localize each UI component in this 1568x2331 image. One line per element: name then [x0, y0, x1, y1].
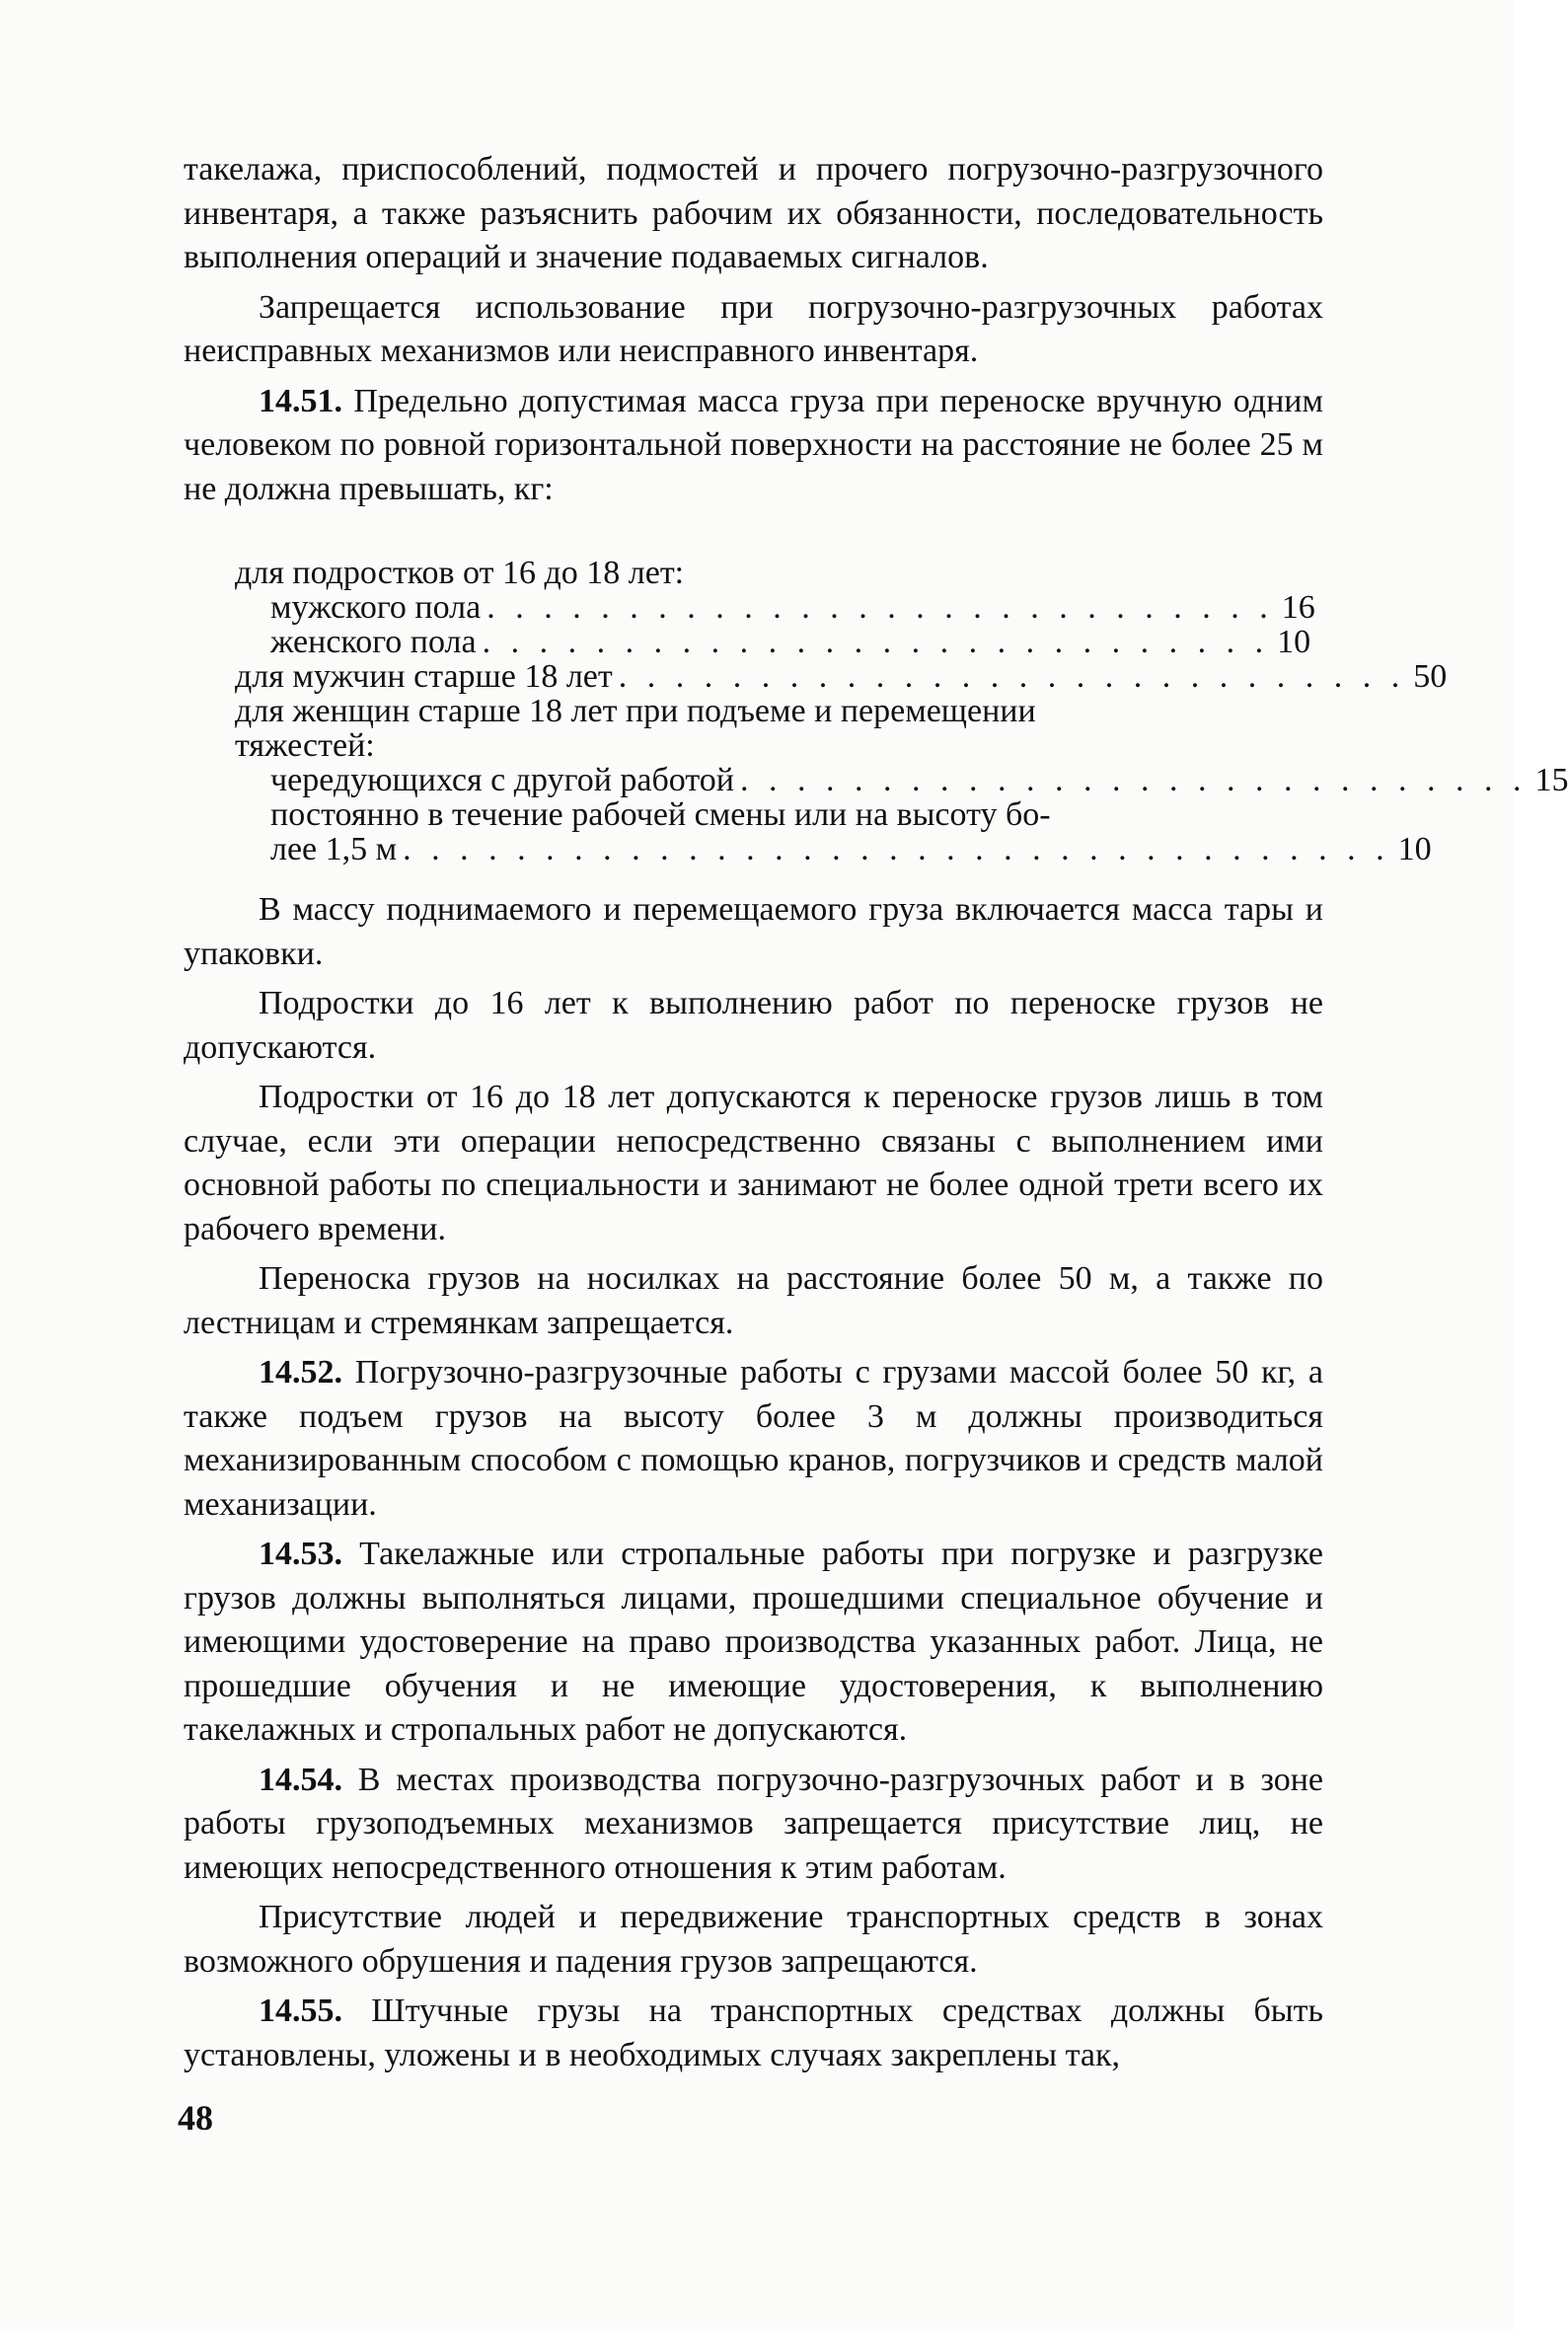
leader-dots: . . . . . . . . . . . . . . . . . . . . . . . . . . . .	[482, 624, 1270, 660]
list-item-value: 10	[1397, 831, 1432, 867]
list-item-label: чередующихся с другой работой	[270, 762, 734, 798]
section-number: 14.53.	[259, 1536, 342, 1572]
paragraph-14-51	[184, 380, 1323, 512]
paragraph: В массу поднимаемого и перемещаемого груза включается масса тары и упаковки.	[184, 891, 1323, 972]
section-number: 14.51.	[259, 382, 342, 419]
list-item	[235, 831, 1432, 867]
list-item	[235, 762, 1568, 798]
paragraph-text: Штучные грузы на транспортных средствах должны быть установлены, уложены и в необходимых случаях закреплены так,	[184, 1993, 1323, 2073]
paragraph-text: Погрузочно-разгрузочные работы с грузами массой более 50 кг, а также подъем грузов на высоту более 3 м должны производиться механизированным способом с помощью кранов, погрузчиков и средств малой механизации.	[184, 1354, 1323, 1523]
section-number: 14.52.	[259, 1354, 342, 1391]
list-item-label: постоянно в течение рабочей смены или на высоту бо-	[270, 796, 1051, 833]
paragraph: Запрещается использование при погрузочно-разгрузочных работах неисправных механизмов или неисправного инвентаря.	[184, 288, 1323, 369]
list-item-label: мужского пола	[270, 589, 482, 626]
paragraph-14-54	[184, 1759, 1323, 1891]
list-item-value: 15	[1534, 762, 1568, 798]
list-item	[235, 658, 1448, 695]
text-block-bottom	[184, 888, 1323, 2077]
list-item	[235, 624, 1311, 660]
paragraph-text: В местах производства погрузочно-разгрузочных работ и в зоне работы грузоподъемных механизмов запрещается присутствие лиц, не имеющих непосредственного отношения к этим работам.	[184, 1761, 1323, 1886]
list-item-value: 10	[1277, 624, 1311, 660]
list-item-label: лее 1,5 м	[270, 831, 398, 867]
paragraph-14-53	[184, 1533, 1323, 1753]
leader-dots: . . . . . . . . . . . . . . . . . . . . . . . . . . . .	[618, 658, 1406, 695]
list-item-label: женского пола	[270, 624, 477, 660]
paragraph-14-52	[184, 1351, 1323, 1527]
paragraph: Подростки от 16 до 18 лет допускаются к переноске грузов лишь в том случае, если эти операции непосредственно связаны с выполнением ими основной работы по специальности и занимают не более одной трети всего их рабочего времени.	[184, 1079, 1323, 1247]
paragraph-text: Такелажные или стропальные работы при погрузке и разгрузке грузов должны выполняться лицами, прошедшими специальное обучение и имеющими удостоверение на право производства указанных работ. Лица, не прошедшие обучения и не имеющие удостоверения, к выполнению такелажных и стропальных работ не допускаются.	[184, 1536, 1323, 1748]
paragraph: Подростки до 16 лет к выполнению работ по переноске грузов не допускаются.	[184, 985, 1323, 1066]
paragraph: Переноска грузов на носилках на расстояние более 50 м, а также по лестницам и стремянкам запрещается.	[184, 1260, 1323, 1341]
paragraph: такелажа, приспособлений, подмостей и прочего погрузочно-разгрузочного инвентаря, а также разъяснить рабочим их обязанности, последовательность выполнения операций и значение подаваемых сигналов.	[184, 151, 1323, 275]
list-heading: тяжестей:	[235, 727, 375, 764]
section-number: 14.55.	[259, 1993, 342, 2029]
leader-dots: . . . . . . . . . . . . . . . . . . . . . . . . . . . .	[739, 762, 1528, 798]
text-block-top	[184, 148, 1323, 511]
list-heading: для женщин старше 18 лет при подъеме и перемещении	[235, 693, 1036, 729]
list-item-value: 50	[1413, 658, 1448, 695]
section-number: 14.54.	[259, 1761, 342, 1798]
paragraph: Присутствие людей и передвижение транспортных средств в зонах возможного обрушения и падения грузов запрещаются.	[184, 1899, 1323, 1980]
list-item-label: для мужчин старше 18 лет	[235, 658, 613, 695]
list-item-value: 16	[1281, 589, 1315, 626]
list-heading: для подростков от 16 до 18 лет:	[235, 555, 685, 591]
paragraph-14-55	[184, 1990, 1323, 2077]
paragraph-text: Предельно допустимая масса груза при переноске вручную одним человеком по ровной горизонтальной поверхности на расстояние не более 25 м не должна превышать, кг:	[184, 382, 1323, 507]
leader-dots: . . . . . . . . . . . . . . . . . . . . . . . . . . . . . . . . . . .	[403, 831, 1390, 867]
list-item	[235, 589, 1315, 626]
weight-limits-list	[235, 555, 1568, 867]
leader-dots: . . . . . . . . . . . . . . . . . . . . . . . . . . . .	[486, 589, 1274, 626]
page-number: 48	[178, 2098, 213, 2138]
